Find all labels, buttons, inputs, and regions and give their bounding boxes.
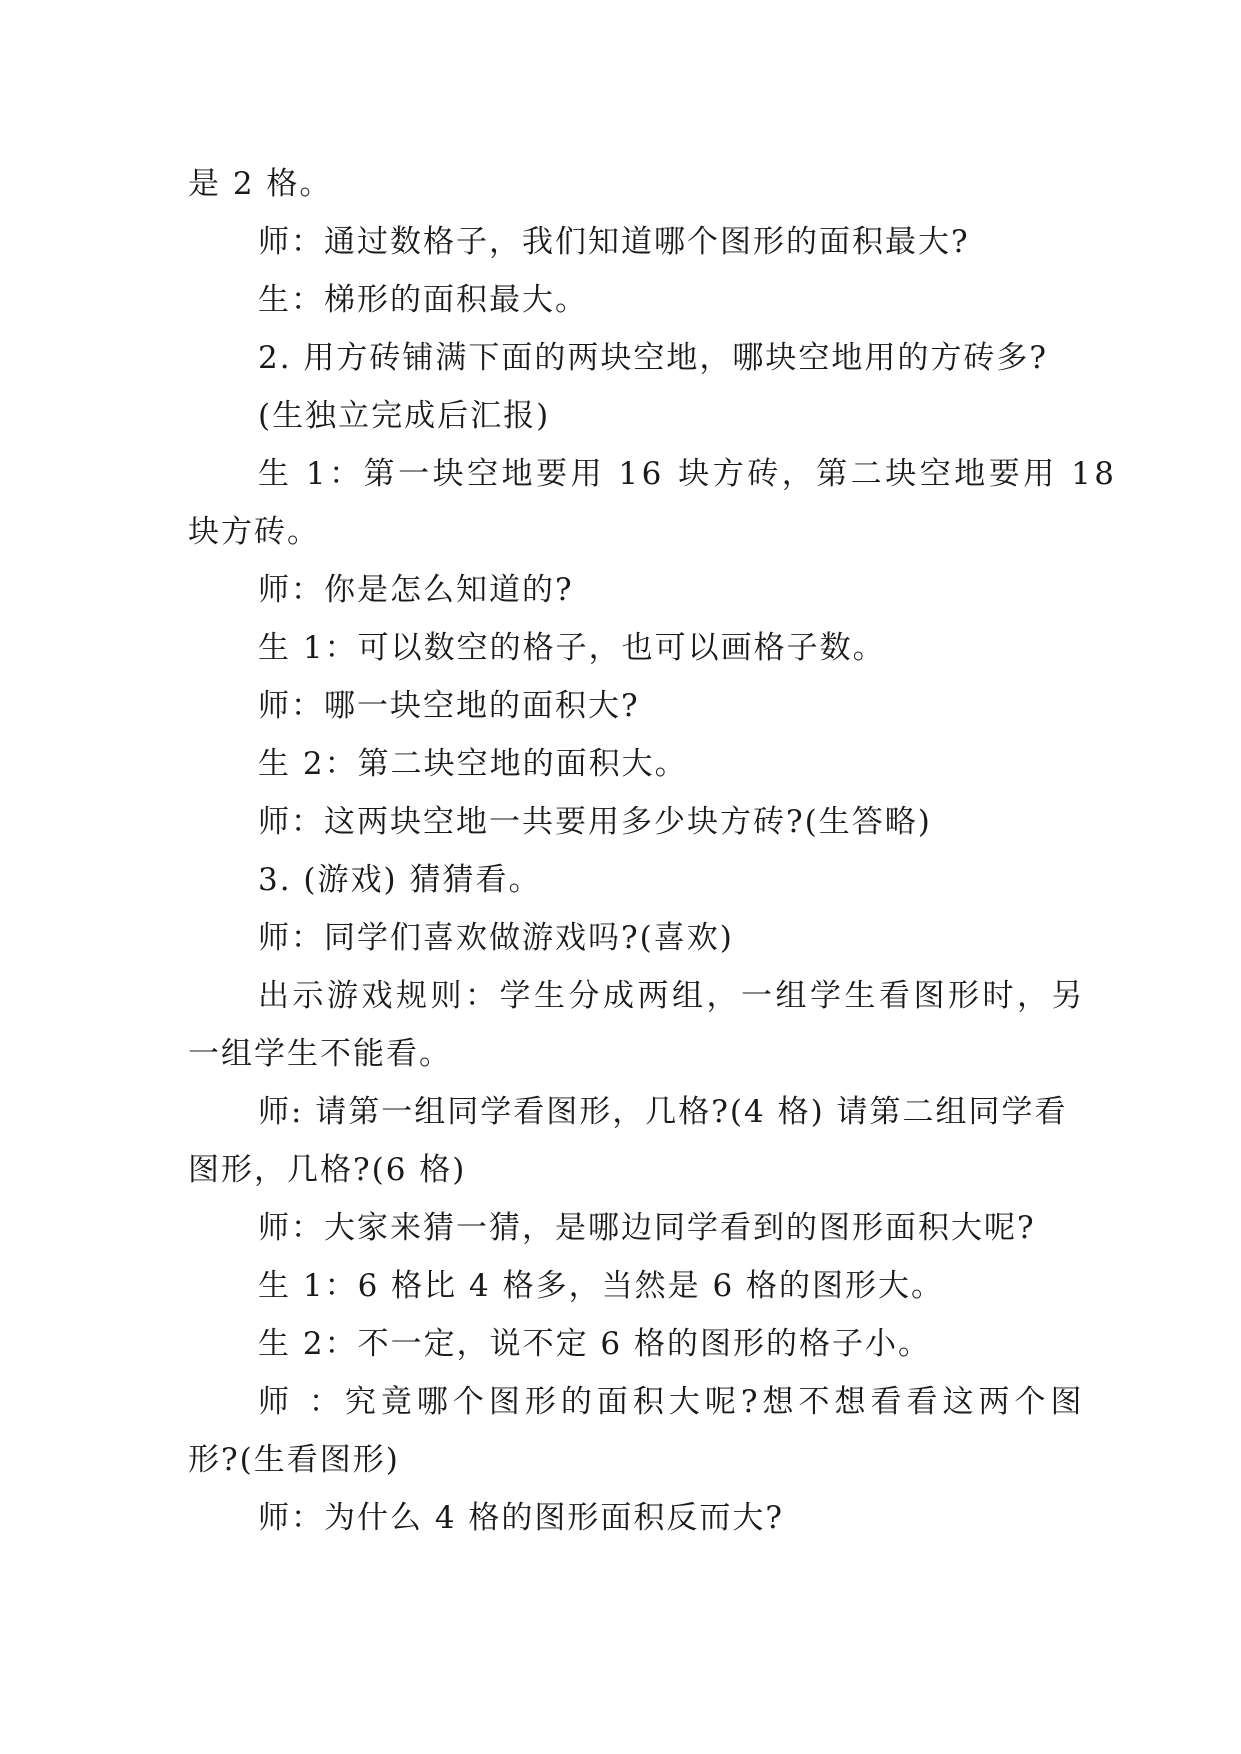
text-line-20: 生 1：6 格比 4 格多，当然是 6 格的图形大。 xyxy=(258,1268,945,1304)
text-line-18: 图形，几格?(6 格) xyxy=(188,1152,467,1188)
text-line-11: 生 2：第二块空地的面积大。 xyxy=(258,746,688,782)
text-line-1: 是 2 格。 xyxy=(188,166,333,202)
text-line-13: 3. (游戏) 猜猜看。 xyxy=(258,862,542,898)
text-line-4: 2. 用方砖铺满下面的两块空地，哪块空地用的方砖多? xyxy=(258,340,1049,376)
text-line-24: 师：为什么 4 格的图形面积反而大? xyxy=(258,1500,785,1536)
text-line-22: 师 ：究竟哪个图形的面积大呢?想不想看看这两个图 xyxy=(258,1384,1087,1420)
text-line-10: 师：哪一块空地的面积大? xyxy=(258,688,640,724)
text-line-14: 师：同学们喜欢做游戏吗?(喜欢) xyxy=(258,920,734,956)
text-line-8: 师：你是怎么知道的? xyxy=(258,572,574,608)
text-line-2: 师：通过数格子，我们知道哪个图形的面积最大? xyxy=(258,224,970,260)
text-line-3: 生：梯形的面积最大。 xyxy=(258,282,588,318)
text-line-19: 师：大家来猜一猜，是哪边同学看到的图形面积大呢? xyxy=(258,1210,1036,1246)
text-line-23: 形?(生看图形) xyxy=(188,1442,400,1478)
text-line-9: 生 1：可以数空的格子，也可以画格子数。 xyxy=(258,630,886,666)
text-line-15: 出示游戏规则：学生分成两组，一组学生看图形时，另 xyxy=(258,978,1086,1014)
text-line-5: (生独立完成后汇报) xyxy=(258,398,551,434)
text-line-17: 师: 请第一组同学看图形，几格?(4 格) 请第二组同学看 xyxy=(258,1094,1068,1130)
text-line-16: 一组学生不能看。 xyxy=(188,1036,452,1072)
text-line-7: 块方砖。 xyxy=(188,514,320,550)
text-line-12: 师：这两块空地一共要用多少块方砖?(生答略) xyxy=(258,804,932,840)
text-line-21: 生 2：不一定，说不定 6 格的图形的格子小。 xyxy=(258,1326,932,1362)
text-line-6: 生 1：第一块空地要用 16 块方砖，第二块空地要用 18 xyxy=(258,456,1118,492)
